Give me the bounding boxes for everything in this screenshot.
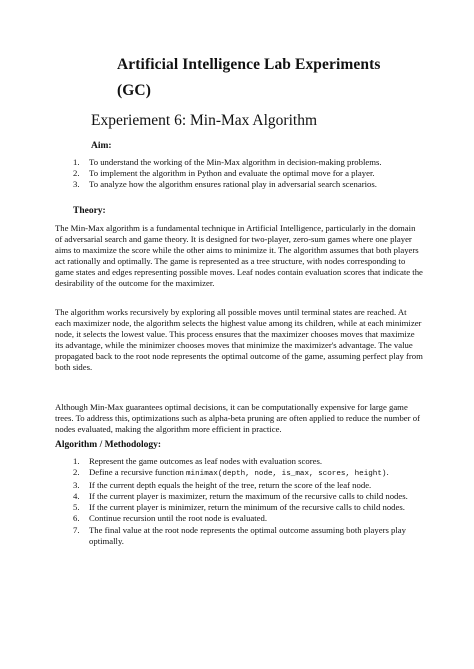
code-snippet: minimax(depth, node, is_max, scores, height) <box>185 470 387 479</box>
aim-heading: Aim: <box>91 141 112 151</box>
document-title: Artificial Intelligence Lab Experiments <box>117 56 381 73</box>
theory-paragraph: The algorithm works recursively by exploring all possible moves until terminal states are reached. At each maximizer node, the algorithm selects the highest value among its children, while at each minimizer node, it selects the lowest value. This process ensures that the maximizer chooses moves that maximize its advantage, while the minimizer chooses moves that minimize the maximizer's advantage. The value propagated back to the root node represents the optimal outcome of the game, assuming perfect play from both sides. <box>55 307 423 373</box>
method-heading: Algorithm / Methodology: <box>55 440 162 450</box>
theory-paragraph: The Min-Max algorithm is a fundamental technique in Artificial Intelligence, particularly in the domain of adversarial search and game theory. It is designed for two-player, zero-sum games where one player aims to maximize the score while the other aims to minimize it. The algorithm assumes that both players act rationally and optimally. The game is represented as a tree structure, with nodes corresponding to game states and edges representing possible moves. Leaf nodes contain evaluation scores that indicate the desirability of the outcome for the maximizer. <box>55 223 423 289</box>
aim-item: 2. To implement the algorithm in Python and evaluate the optimal move for a player. <box>73 168 375 179</box>
method-item: 1. Represent the game outcomes as leaf nodes with evaluation scores. <box>73 456 323 466</box>
method-item: 5. If the current player is minimizer, return the minimum of the recursive calls to child nodes. <box>73 502 405 513</box>
aim-item: 1. To understand the working of the Min-Max algorithm in decision-making problems. <box>73 157 382 167</box>
theory-heading: Theory: <box>73 206 106 216</box>
theory-paragraph: Although Min-Max guarantees optimal decisions, it can be computationally expensive for large game trees. To address this, optimizations such as alpha-beta pruning are often applied to reduce the number of nodes evaluated, making the algorithm more efficient in practice. <box>55 402 420 435</box>
aim-item: 3. To analyze how the algorithm ensures rational play in adversarial search scenarios. <box>73 179 377 190</box>
method-item: 7. The final value at the root node represents the optimal outcome assuming both players play optimally. <box>73 524 407 546</box>
method-item: 6. Continue recursion until the root node is evaluated. <box>73 513 268 524</box>
method-item: 3. If the current depth equals the height of the tree, return the score of the leaf node. <box>73 480 372 491</box>
method-item: 4. If the current player is maximizer, return the maximum of the recursive calls to child nodes. <box>73 491 408 502</box>
method-item: 2. Define a recursive function minimax(depth, node, is_max, scores, height). <box>73 467 389 479</box>
experiment-heading: Experiement 6: Min-Max Algorithm <box>91 112 318 129</box>
method-list <box>73 456 425 547</box>
aim-list <box>73 157 443 190</box>
document-subtitle: (GC) <box>117 82 151 99</box>
